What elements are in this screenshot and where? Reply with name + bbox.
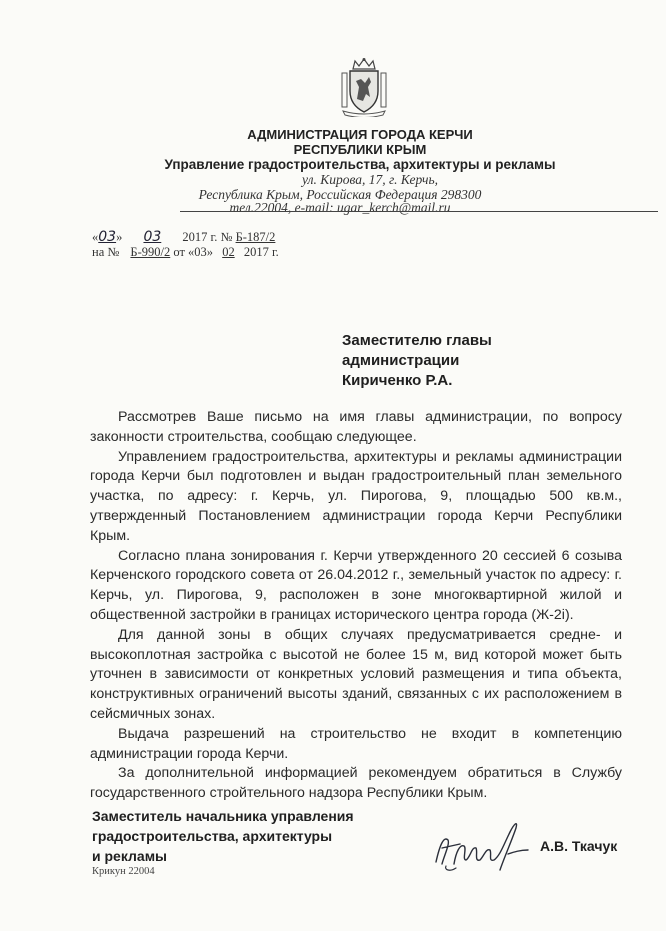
- reply-prefix: на №: [92, 245, 120, 259]
- letterhead-org-name: АДМИНИСТРАЦИЯ ГОРОДА КЕРЧИ: [247, 127, 473, 142]
- executor-info: Крикун 22004: [92, 866, 155, 877]
- paragraph-1: Рассмотрев Ваше письмо на имя главы администрации, по вопросу законности строительства, сообщаю следующее.: [90, 409, 622, 445]
- paragraph-6: За дополнительной информацией рекомендуем обратиться в Службу государственного стройтельного надзора Республики Крым.: [90, 765, 622, 802]
- reply-month: 02: [222, 245, 235, 259]
- ref-month: 03: [143, 229, 162, 245]
- signatory-title-line3: и рекламы: [92, 848, 168, 864]
- addressee-name: Кириченко Р.А.: [342, 372, 453, 389]
- addressee-line1: Заместителю главы: [342, 332, 492, 349]
- incoming-reference: [92, 245, 279, 260]
- signatory-name: А.В. Ткачук: [540, 838, 618, 854]
- signatory-title-line2: градостроительства, архитектуры: [92, 828, 333, 844]
- reply-from: от «03»: [173, 245, 214, 259]
- letter-body: [90, 408, 622, 804]
- paragraph-3: Согласно плана зонирования г. Керчи утвержденного 20 сессией 6 созыва Керченского городского совета от 26.04.2012 г., земельный участок по адресу: г. Керчь, ул. Пирогова, 9, расположен в зоне многоквартирной жилой и общественной застройки в границах исторического центра города (Ж-2і).: [90, 547, 622, 623]
- addressee-line2: администрации: [342, 352, 460, 369]
- reply-year: 2017 г.: [243, 245, 279, 259]
- paragraph-4: Для данной зоны в общих случаях предусматривается средне- и высокоплотная застройка с высотой не более 15 м, вид которой может быть уточнен в зависимости от конкретных условий размещения и типа объекта, конструктивных ограничений высоты зданий, связанных с их расположением в сейсмичных зонах.: [90, 626, 622, 722]
- reply-number: Б-990/2: [130, 245, 171, 259]
- ref-number: Б-187/2: [235, 230, 276, 244]
- outgoing-reference: «03» 03 2017 г. № Б-187/2: [92, 229, 276, 245]
- letterhead-region: РЕСПУБЛИКИ КРЫМ: [293, 142, 427, 157]
- letterhead-divider: [180, 211, 658, 212]
- signatory-title-line1: Заместитель начальника управления: [92, 808, 354, 824]
- letterhead-address-line2: Республика Крым, Российская Федерация 298300: [198, 187, 482, 202]
- coat-of-arms-emblem: [339, 57, 389, 117]
- paragraph-2: Управлением градостроительства, архитектуры и рекламы администрации города Керчи был подготовлен и выдан градостроительный план земельного участка, по адресу: г. Керчь, ул. Пирогова, 9, площадью 500 кв.м., утвержденный Постановлением администрации города Керчи Республики Крым.: [90, 448, 622, 544]
- ref-year: 2017 г. №: [182, 230, 233, 244]
- ref-day: 03: [98, 229, 117, 245]
- letterhead-address-line1: ул. Кирова, 17, г. Керчь,: [302, 172, 438, 187]
- paragraph-5: Выдача разрешений на строительство не входит в компетенцию администрации города Керчи.: [90, 725, 622, 762]
- letterhead-department: Управление градостроительства, архитектуры и рекламы: [164, 157, 556, 172]
- letterhead-contacts: тел.22004, e-mail: ugar_kerch@mail.ru: [229, 200, 451, 215]
- handwritten-signature: [430, 814, 542, 878]
